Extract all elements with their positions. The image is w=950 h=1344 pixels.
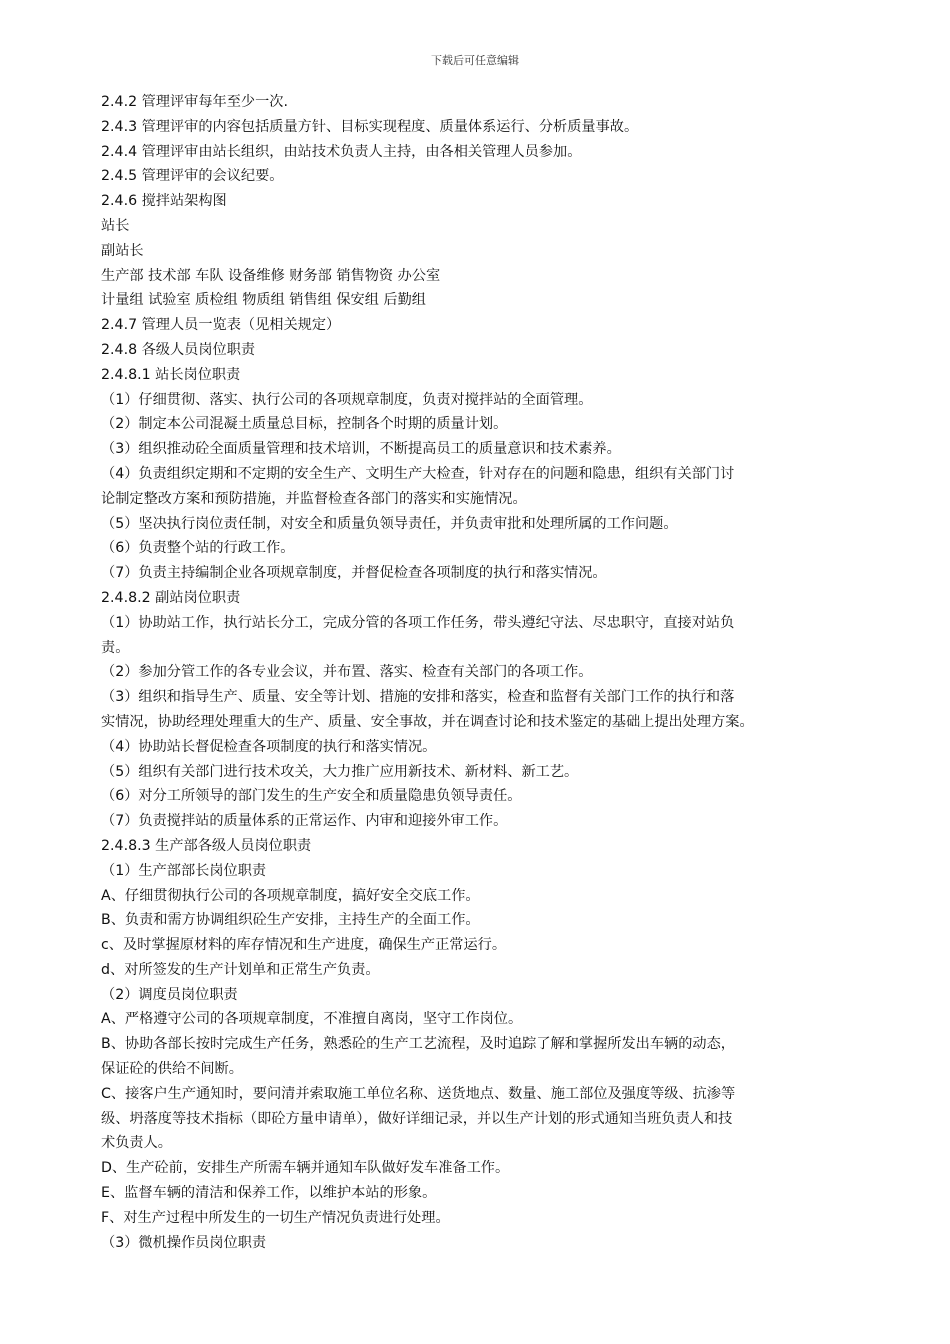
text-line: （4）协助站长督促检查各项制度的执行和落实情况。 xyxy=(101,738,437,755)
text-line: 2.4.2 管理评审每年至少一次. xyxy=(101,94,288,110)
text-line: （6）负责整个站的行政工作。 xyxy=(101,540,295,557)
text-line: 保证砼的供给不间断。 xyxy=(101,1061,243,1078)
text-line: （2）参加分管工作的各专业会议，并布置、落实、检查有关部门的各项工作。 xyxy=(101,664,593,681)
text-line: （3）组织推动砼全面质量管理和技术培训，不断提高员工的质量意识和技术素养。 xyxy=(101,441,621,458)
text-line: 2.4.5 管理评审的会议纪要。 xyxy=(101,168,284,185)
text-line: （1）仔细贯彻、落实、执行公司的各项规章制度，负责对搅拌站的全面管理。 xyxy=(101,391,593,408)
text-line: （7）负责搅拌站的质量体系的正常运作、内审和迎接外审工作。 xyxy=(101,813,508,830)
text-line: A、仔细贯彻执行公司的各项规章制度，搞好安全交底工作。 xyxy=(101,887,480,904)
org-chart-groups: 计量组 试验室 质检组 物质组 销售组 保安组 后勤组 xyxy=(101,292,426,309)
subsection-heading: （2）调度员岗位职责 xyxy=(101,986,238,1003)
text-line: （7）负责主持编制企业各项规章制度，并督促检查各项制度的执行和落实情况。 xyxy=(101,565,607,582)
text-line: E、监督车辆的清洁和保养工作，以维护本站的形象。 xyxy=(101,1185,437,1202)
section-heading: 2.4.8.3 生产部各级人员岗位职责 xyxy=(101,837,312,854)
section-heading: 2.4.8.2 副站岗位职责 xyxy=(101,589,241,606)
text-line: C、接客户生产通知时，要问清并索取施工单位名称、送货地点、数量、施工部位及强度等级、抗渗等 xyxy=(101,1085,736,1102)
section-heading: 2.4.8 各级人员岗位职责 xyxy=(101,341,256,358)
text-line: 论制定整改方案和预防措施，并监督检查各部门的落实和实施情况。 xyxy=(101,490,527,507)
text-line: 级、坍落度等技术指标（即砼方量申请单），做好详细记录，并以生产计划的形式通知当班负责人和技 xyxy=(101,1110,733,1127)
text-line: （4）负责组织定期和不定期的安全生产、文明生产大检查，针对存在的问题和隐患，组织有关部门讨 xyxy=(101,465,735,482)
text-line: 2.4.7 管理人员一览表（见相关规定） xyxy=(101,317,341,334)
section-heading: 2.4.8.1 站长岗位职责 xyxy=(101,366,241,383)
document-body xyxy=(101,90,871,1255)
text-line: d、对所签发的生产计划单和正常生产负责。 xyxy=(101,961,380,978)
text-line: （3）组织和指导生产、质量、安全等计划、措施的安排和落实，检查和监督有关部门工作的执行和落 xyxy=(101,689,735,706)
text-line: 实情况，协助经理处理重大的生产、质量、安全事故，并在调查讨论和技术鉴定的基础上提出处理方案。 xyxy=(101,713,754,730)
page-header: 下载后可任意编辑 xyxy=(431,54,519,67)
text-line: 2.4.3 管理评审的内容包括质量方针、目标实现程度、质量体系运行、分析质量事故。 xyxy=(101,118,639,135)
text-line: （2）制定本公司混凝土质量总目标，控制各个时期的质量计划。 xyxy=(101,416,508,433)
section-heading: 2.4.6 搅拌站架构图 xyxy=(101,193,227,210)
text-line: A、严格遵守公司的各项规章制度，不准擅自离岗，坚守工作岗位。 xyxy=(101,1011,523,1028)
text-line: D、生产砼前，安排生产所需车辆并通知车队做好发车准备工作。 xyxy=(101,1160,510,1177)
text-line: 术负责人。 xyxy=(101,1135,172,1152)
org-chart-level-2: 副站长 xyxy=(101,242,144,259)
text-line: （5）组织有关部门进行技术攻关，大力推广应用新技术、新材料、新工艺。 xyxy=(101,763,579,780)
text-line: （5）坚决执行岗位责任制，对安全和质量负领导责任，并负责审批和处理所属的工作问题。 xyxy=(101,515,678,532)
text-line: （6）对分工所领导的部门发生的生产安全和质量隐患负领导责任。 xyxy=(101,788,522,805)
org-chart-departments: 生产部 技术部 车队 设备维修 财务部 销售物资 办公室 xyxy=(101,267,441,284)
text-line: B、负责和需方协调组织砼生产安排，主持生产的全面工作。 xyxy=(101,912,480,929)
text-line: 2.4.4 管理评审由站长组织，由站技术负责人主持，由各相关管理人员参加。 xyxy=(101,143,582,160)
text-line: B、协助各部长按时完成生产任务，熟悉砼的生产工艺流程，及时追踪了解和掌握所发出车辆的动态， xyxy=(101,1036,735,1053)
text-line: F、对生产过程中所发生的一切生产情况负责进行处理。 xyxy=(101,1209,450,1226)
subsection-heading: （1）生产部部长岗位职责 xyxy=(101,862,267,879)
text-line: （1）协助站工作，执行站长分工，完成分管的各项工作任务，带头遵纪守法、尽忠职守，直接对站负 xyxy=(101,614,735,631)
subsection-heading: （3）微机操作员岗位职责 xyxy=(101,1234,267,1251)
org-chart-level-1: 站长 xyxy=(101,217,130,234)
text-line: c、及时掌握原材料的库存情况和生产进度，确保生产正常运行。 xyxy=(101,937,507,954)
text-line: 责。 xyxy=(101,639,130,656)
